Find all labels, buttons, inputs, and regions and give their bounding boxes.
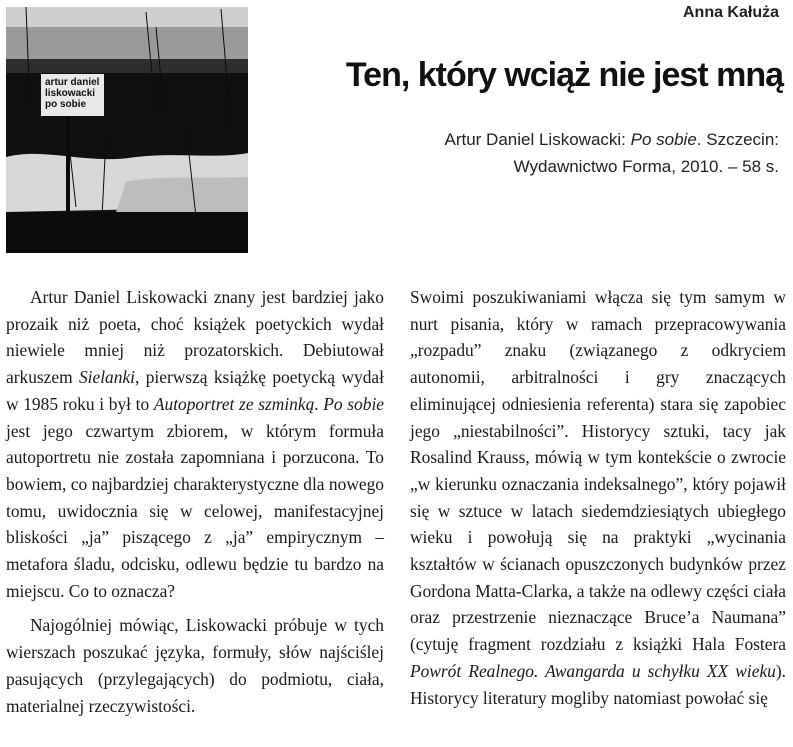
bibliographic-note	[445, 126, 780, 180]
article-title: Ten, który wciąż nie jest mną	[345, 56, 783, 94]
cover-sign-line: artur daniel	[45, 77, 100, 88]
bib-author: Artur Daniel Liskowacki:	[444, 130, 631, 149]
text-run: jest jego czwartym zbiorem, w którym formuła autoportretu nie została zapomniana i porzucona. To bowiem, co najbardziej charakterystyczne dla nowego tomu, uwidocznia się w celowej, manifestacyjnej bliskości „ja” piszącego z „ja” empirycznym – metafora śladu, odcisku, odlewu będzie tu bardzo na miejscu. Co to oznacza?	[6, 420, 384, 601]
text-run: ). Historycy literatury mogliby natomiast powołać się	[410, 660, 786, 708]
italic-title: Sielanki	[78, 367, 136, 388]
bib-place: . Szczecin:	[696, 130, 779, 149]
article-author: Anna Kałuża	[682, 4, 779, 21]
cover-sign-line: liskowacki	[45, 88, 96, 99]
text-run: , pierwszą książkę poetycką wydał w 1985 roku i był to	[6, 367, 384, 414]
paragraph	[410, 284, 786, 711]
text-run: Swoimi poszukiwaniami włącza się tym samym w nurt pisania, który w ramach przepracowywania „rozpadu” znaku (związanego z odkryciem autonomii, arbitralności i gry znaczących eliminującej odniesienia referenta) stara się zapobiec jego „niestabilności”. Historycy sztuki, tacy jak Rosalind Krauss, mówią w tym kontekście o zwrocie „w kierunku oznaczania indeksalnego”, który pojawił się w sztuce w latach siedemdziesiątych ubiegłego wieku i powołują się na praktyki „wycinania kształtów w ścianach opuszczonych budynków przez Gordona Matta-Clarka, a także na odlewy części ciała oraz przestrzenie nieznaczące Bruce’a Naumana” (cytuję fragment rozdziału z książki Hala Fostera	[410, 287, 786, 655]
left-text-column	[6, 284, 384, 719]
bib-book-title: Po sobie	[630, 130, 697, 149]
paragraph	[6, 284, 384, 604]
paragraph: Najogólniej mówiąc, Liskowacki próbuje w tych wierszach poszukać języka, formuły, słów najściślej pasujących (przylegających) do podmiotu, ciała, materialnej rzeczywistości.	[6, 615, 384, 716]
bibliographic-line-2: Wydawnictwo Forma, 2010. – 58 s.	[513, 157, 779, 176]
italic-title: Powrót Realnego. Awangarda u schyłku XX wieku	[410, 660, 776, 681]
cover-sign-line: po sobie	[45, 99, 87, 110]
text-run: Artur Daniel Liskowacki znany jest bardziej jako prozaik niż poeta, choć książek poetyckich wydał niewiele mniej niż prozatorskich. Debiutował arkuszem	[6, 287, 384, 388]
cover-landscape-graphic	[6, 7, 248, 253]
text-run: .	[314, 393, 324, 414]
bibliographic-line-1	[445, 126, 780, 153]
italic-title: Autoportret ze szminką	[153, 393, 315, 414]
cover-sign	[41, 74, 104, 116]
book-cover-photo	[6, 7, 248, 253]
right-text-column	[410, 284, 786, 711]
italic-title: Po sobie	[323, 393, 385, 414]
